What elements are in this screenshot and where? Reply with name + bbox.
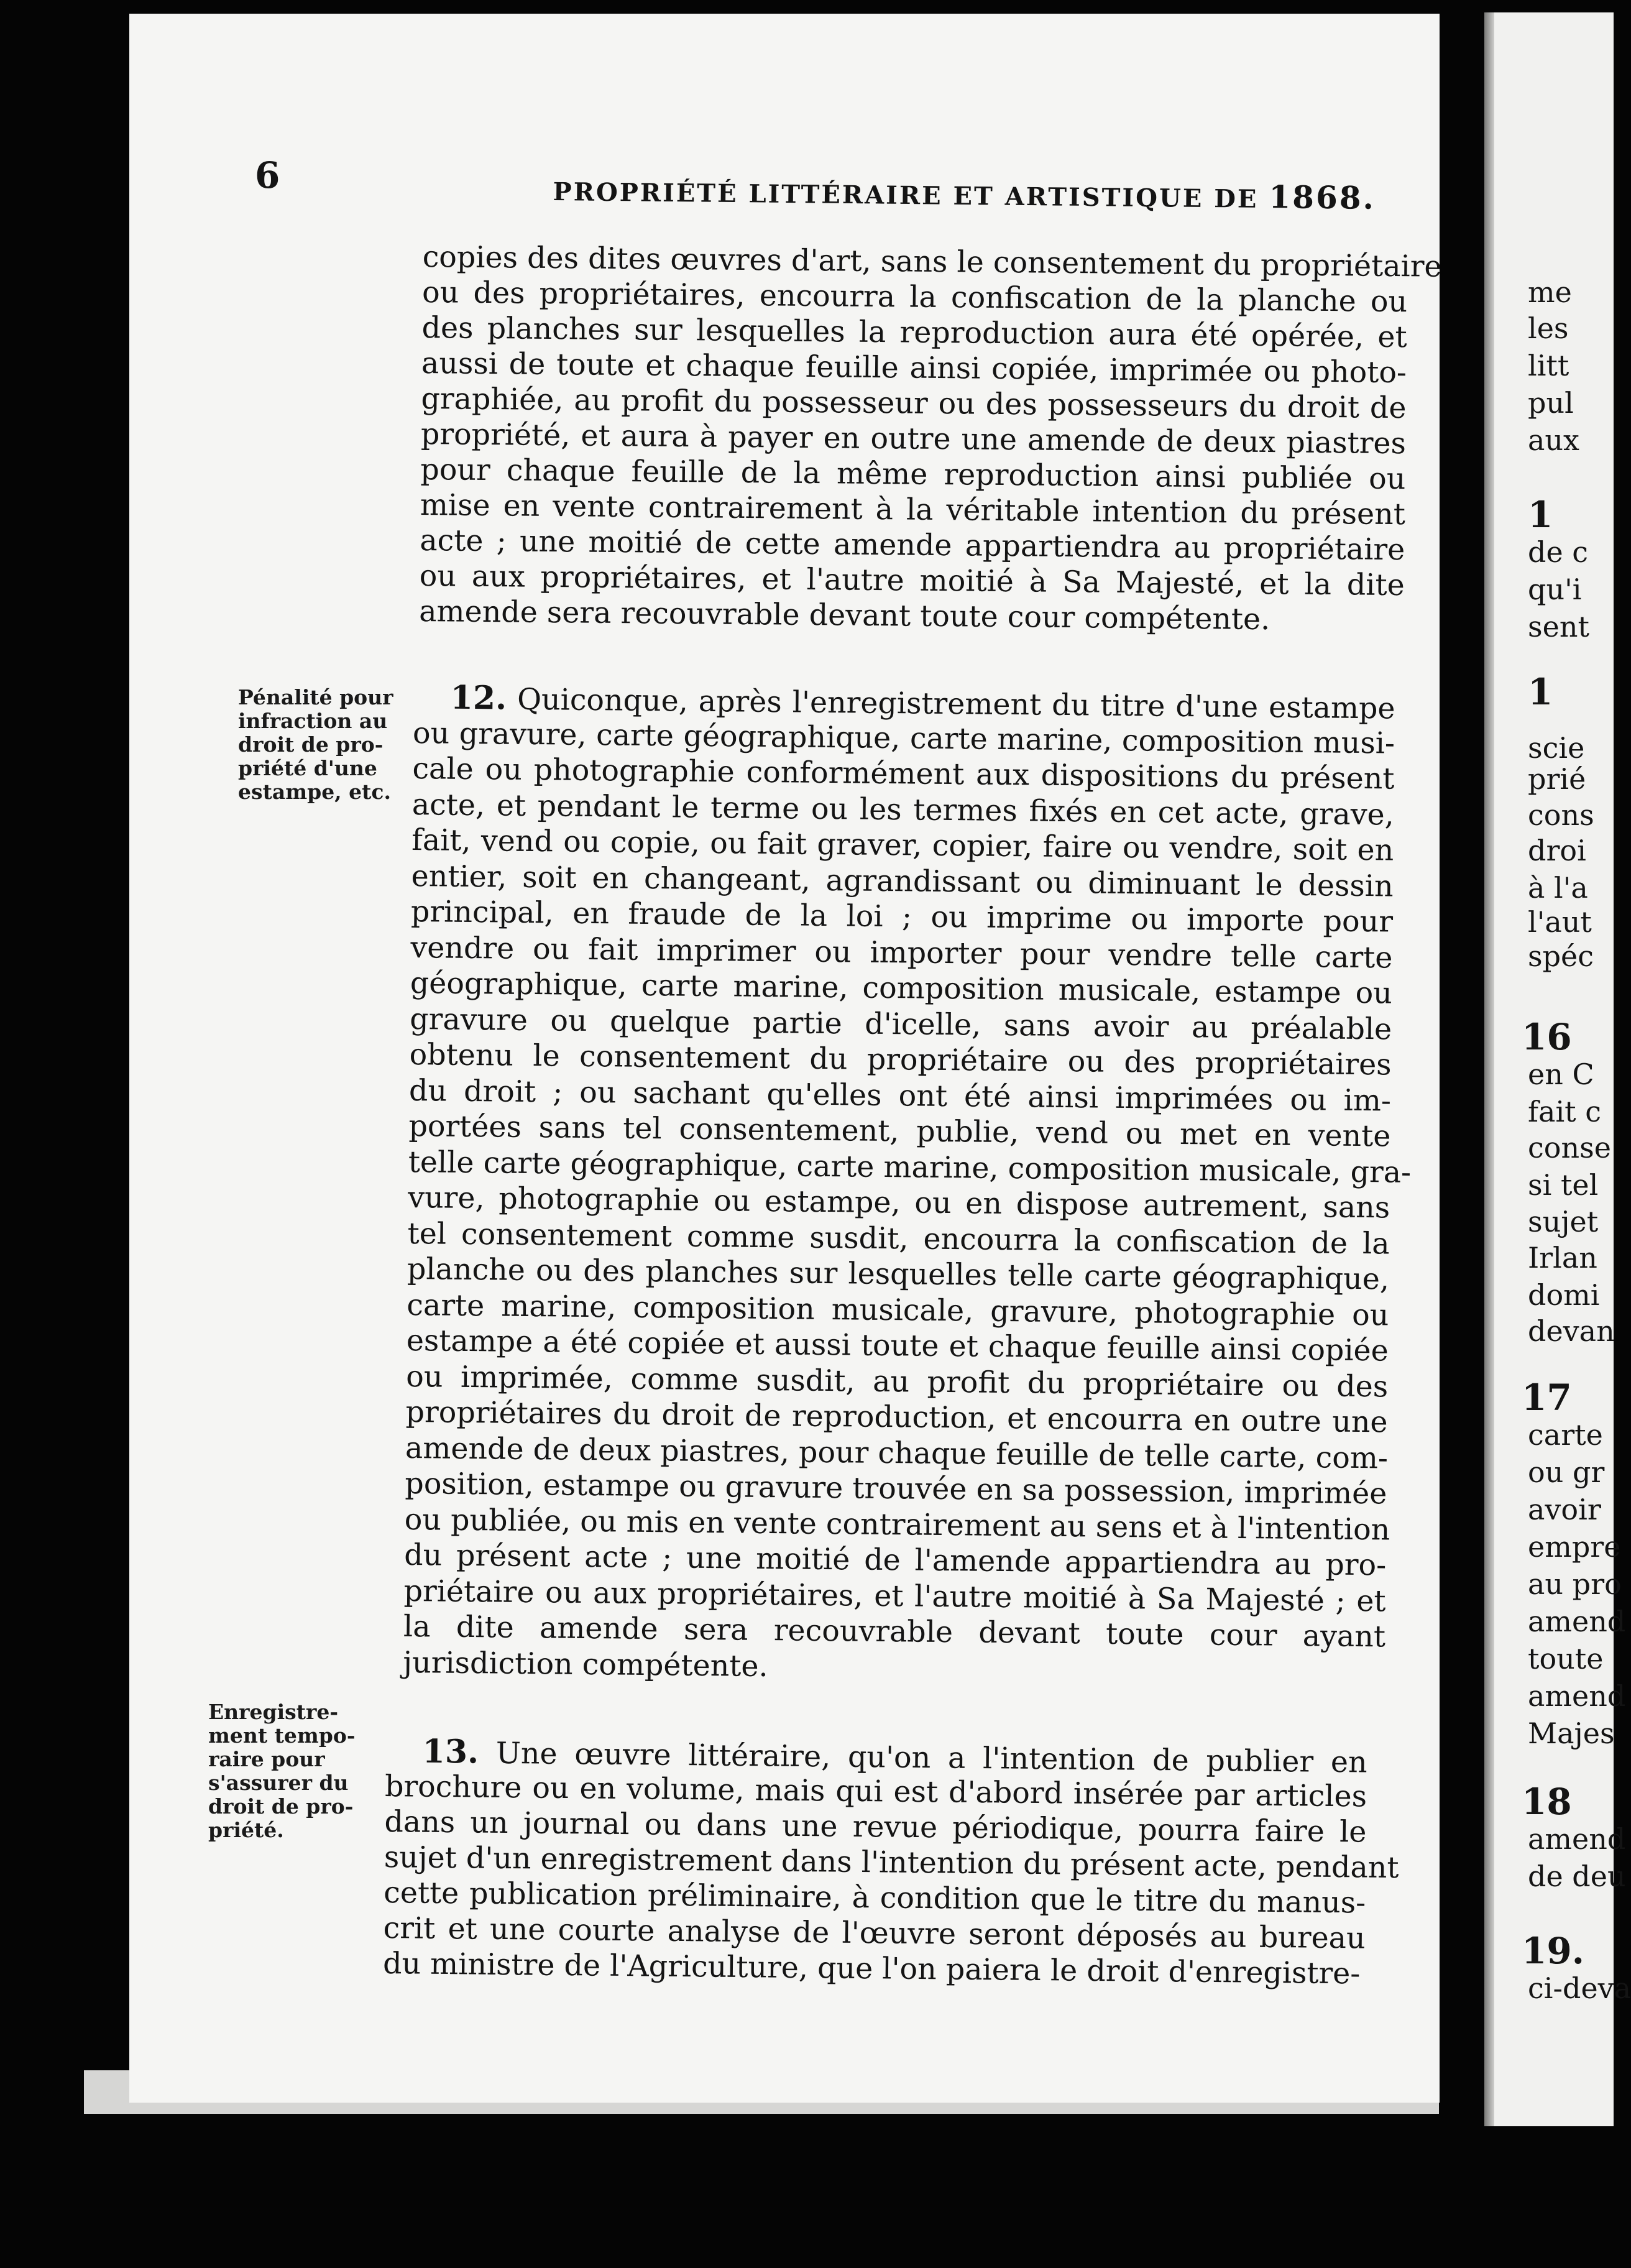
- sidenote-line: Enregistre-: [208, 1700, 339, 1724]
- facing-page-fragment: empre: [1528, 1530, 1621, 1564]
- facing-page-fragment: conse: [1528, 1131, 1611, 1164]
- facing-page-fragment: aux: [1528, 423, 1579, 457]
- text-line: position, estampe ou gravure trouvée en sa possession, imprimée: [405, 1466, 1387, 1511]
- header-year: 1868.: [1269, 178, 1376, 216]
- text-line: du ministre de l'Agriculture, que l'on paiera le droit d'enregistre-: [382, 1946, 1361, 1991]
- text-line: ou des propriétaires, encourra la confiscation de la planche ou: [421, 275, 1408, 320]
- text-line: cale ou photographie conformément aux dispositions du présent: [412, 751, 1395, 796]
- text-line: cette publication préliminaire, à condition que le titre du manus-: [384, 1875, 1366, 1920]
- facing-page-fragment: si tel: [1528, 1168, 1599, 1202]
- text-line: géographique, carte marine, composition musicale, estampe ou: [410, 966, 1393, 1011]
- facing-page-fragment: amend: [1528, 1605, 1626, 1638]
- text-line: ou gravure, carte géographique, carte marine, composition musi-: [412, 716, 1395, 761]
- facing-page-fragment: à l'a: [1528, 871, 1588, 905]
- sidenote-line: Pénalité pour: [238, 685, 393, 709]
- page-number: 6: [255, 154, 280, 196]
- paragraph-text: Une œuvre littéraire, qu'on a l'intention de publier en: [495, 1736, 1367, 1780]
- text-line: crit et une courte analyse de l'œuvre seront déposés au bureau: [383, 1911, 1366, 1956]
- text-line: entier, soit en changeant, agrandissant ou diminuant le dessin: [411, 859, 1394, 904]
- text-line: amende de deux piastres, pour chaque feuille de telle carte, com-: [405, 1431, 1389, 1475]
- facing-page-fragment: les: [1528, 311, 1569, 345]
- sidenote-line: priété.: [208, 1818, 284, 1842]
- text-line: ou aux propriétaires, et l'autre moitié à Sa Majesté, et la dite: [419, 558, 1405, 603]
- text-line: des planches sur lesquelles la reproduction aura été opérée, et: [421, 310, 1407, 355]
- text-line: du droit ; ou sachant qu'elles ont été ainsi imprimées ou im-: [408, 1073, 1392, 1118]
- sidenote-line: infraction au: [238, 709, 388, 733]
- facing-page-fragment: me: [1528, 275, 1572, 309]
- facing-page-fragment: carte: [1528, 1418, 1603, 1452]
- text-line: la dite amende sera recouvrable devant toute cour ayant: [403, 1609, 1386, 1654]
- text-line: telle carte géographique, carte marine, composition musicale, gra-: [408, 1145, 1412, 1190]
- facing-page-fragment: Irlan: [1528, 1241, 1597, 1275]
- paragraph-number: 12.: [450, 678, 507, 717]
- facing-page-fragment: de c: [1528, 535, 1589, 569]
- facing-page-fragment: cons: [1528, 798, 1594, 832]
- facing-page-fragment: pul: [1528, 386, 1574, 420]
- facing-page-fragment: qu'i: [1528, 573, 1582, 606]
- text-line: ou imprimée, comme susdit, au profit du propriétaire ou des: [405, 1359, 1389, 1404]
- sidenote-line: ment tempo-: [208, 1723, 356, 1748]
- facing-page-fragment: scie: [1528, 731, 1585, 765]
- facing-page-fragment: 17: [1522, 1376, 1572, 1419]
- text-line: amende sera recouvrable devant toute cour compétente.: [418, 594, 1270, 637]
- text-line: graphiée, au profit du possesseur ou des possesseurs du droit de: [421, 381, 1407, 426]
- paragraph-13: [382, 1732, 1399, 1992]
- facing-page-fragment: amend: [1528, 1822, 1626, 1856]
- sidenote-line: s'assurer du: [208, 1771, 349, 1795]
- facing-page-fragment: 18: [1522, 1781, 1572, 1823]
- sidenote-line: priété d'une: [238, 756, 377, 780]
- text-line: estampe a été copiée et aussi toute et chaque feuille ainsi copiée: [406, 1323, 1389, 1368]
- facing-page-fragment: domi: [1528, 1278, 1600, 1312]
- facing-page-fragment: Majes: [1528, 1717, 1615, 1750]
- facing-page-fragment: en C: [1528, 1058, 1594, 1091]
- sidenote-line: raire pour: [208, 1747, 325, 1771]
- text-line: mise en vente contrairement à la véritable intention du présent: [420, 487, 1406, 532]
- text-line: vendre ou fait imprimer ou importer pour vendre telle carte: [410, 930, 1393, 975]
- text-line: vure, photographie ou estampe, ou en dispose autrement, sans: [407, 1180, 1390, 1225]
- facing-page-fragment: sujet: [1528, 1205, 1599, 1238]
- paragraph-12: [403, 678, 1412, 1690]
- text-line: dans un journal ou dans une revue périodique, pourra faire le: [384, 1804, 1367, 1850]
- text-line: planche ou des planches sur lesquelles telle carte géographique,: [407, 1252, 1390, 1297]
- facing-page-fragment: au pro: [1528, 1567, 1622, 1601]
- paragraph-11-continuation: [418, 239, 1442, 638]
- text-line: brochure ou en volume, mais qui est d'abord insérée par articles: [384, 1769, 1367, 1814]
- text-line: fait, vend ou copie, ou fait graver, copier, faire ou vendre, soit en: [411, 823, 1394, 868]
- text-line: acte, et pendant le terme ou les termes fixés en cet acte, grave,: [411, 787, 1395, 832]
- facing-page-fragment: ci-deva: [1528, 1971, 1631, 2005]
- facing-page-fragment: droi: [1528, 834, 1586, 867]
- page-gutter: [1484, 12, 1494, 2126]
- facing-page-fragment: 19.: [1522, 1930, 1584, 1972]
- sidenote-line: droit de pro-: [238, 732, 384, 757]
- facing-page-fragment: devan: [1528, 1314, 1615, 1348]
- facing-page-fragment: ou gr: [1528, 1455, 1605, 1489]
- sidenote-line: droit de pro-: [208, 1794, 354, 1819]
- text-line: sujet d'un enregistrement dans l'intention du présent acte, pendant: [384, 1840, 1399, 1886]
- facing-page-fragment: toute: [1528, 1642, 1604, 1676]
- facing-page-fragment: de deu: [1528, 1860, 1626, 1893]
- facing-page-fragment: amend: [1528, 1679, 1626, 1713]
- text-line: acte ; une moitié de cette amende appartiendra au propriétaire: [420, 523, 1405, 568]
- text-line: principal, en fraude de la loi ; ou imprime ou importe pour: [410, 894, 1394, 939]
- facing-page-fragment: avoir: [1528, 1493, 1601, 1526]
- facing-page-fragment: litt: [1528, 349, 1569, 382]
- facing-page-fragment: 16: [1522, 1016, 1572, 1058]
- text-line: tel consentement comme susdit, encourra la confiscation de la: [407, 1216, 1390, 1261]
- text-line: propriétaires du droit de reproduction, et encourra en outre une: [405, 1394, 1388, 1440]
- facing-page-fragment: fait c: [1528, 1095, 1602, 1128]
- facing-page-fragment: prié: [1528, 762, 1586, 796]
- text-line: priétaire ou aux propriétaires, et l'autre moitié à Sa Majesté ; et: [403, 1574, 1386, 1618]
- text-line: du présent acte ; une moitié de l'amende appartiendra au pro-: [403, 1537, 1387, 1583]
- facing-page-strip: [1484, 12, 1631, 2126]
- text-line: carte marine, composition musicale, gravure, photographie ou: [407, 1288, 1389, 1332]
- sidenote-13: [208, 1700, 376, 1842]
- text-line: gravure ou quelque partie d'icelle, sans avoir au préalable: [409, 1002, 1392, 1047]
- paragraph-text: Quiconque, après l'enregistrement du titre d'une estampe: [517, 682, 1395, 726]
- text-line: ou publiée, ou mis en vente contrairement au sens et à l'intention: [404, 1502, 1390, 1547]
- sidenote-12: [238, 686, 406, 804]
- text-line: aussi de toute et chaque feuille ainsi copiée, imprimée ou photo-: [421, 346, 1407, 390]
- facing-page-fragment: sent: [1528, 610, 1589, 643]
- header-title: PROPRIÉTÉ LITTÉRAIRE ET ARTISTIQUE DE: [553, 177, 1259, 214]
- facing-page-fragment: 1: [1528, 671, 1553, 713]
- text-line: portées sans tel consentement, publie, vend ou met en vente: [408, 1109, 1391, 1154]
- facing-page-fragment: 1: [1528, 494, 1553, 536]
- text-line: jurisdiction compétente.: [403, 1645, 768, 1684]
- text-line: copies des dites œuvres d'art, sans le consentement du propriétaire: [422, 239, 1442, 284]
- text-line: propriété, et aura à payer en outre une amende de deux piastres: [420, 417, 1407, 461]
- text-line: pour chaque feuille de la même reproduction ainsi publiée ou: [420, 452, 1406, 497]
- sidenote-line: estampe, etc.: [238, 780, 391, 804]
- facing-page-fragment: l'aut: [1528, 905, 1592, 939]
- paragraph-number: 13.: [422, 1732, 479, 1771]
- facing-page-fragment: spéc: [1528, 939, 1594, 973]
- text-line: obtenu le consentement du propriétaire ou des propriétaires: [409, 1037, 1392, 1082]
